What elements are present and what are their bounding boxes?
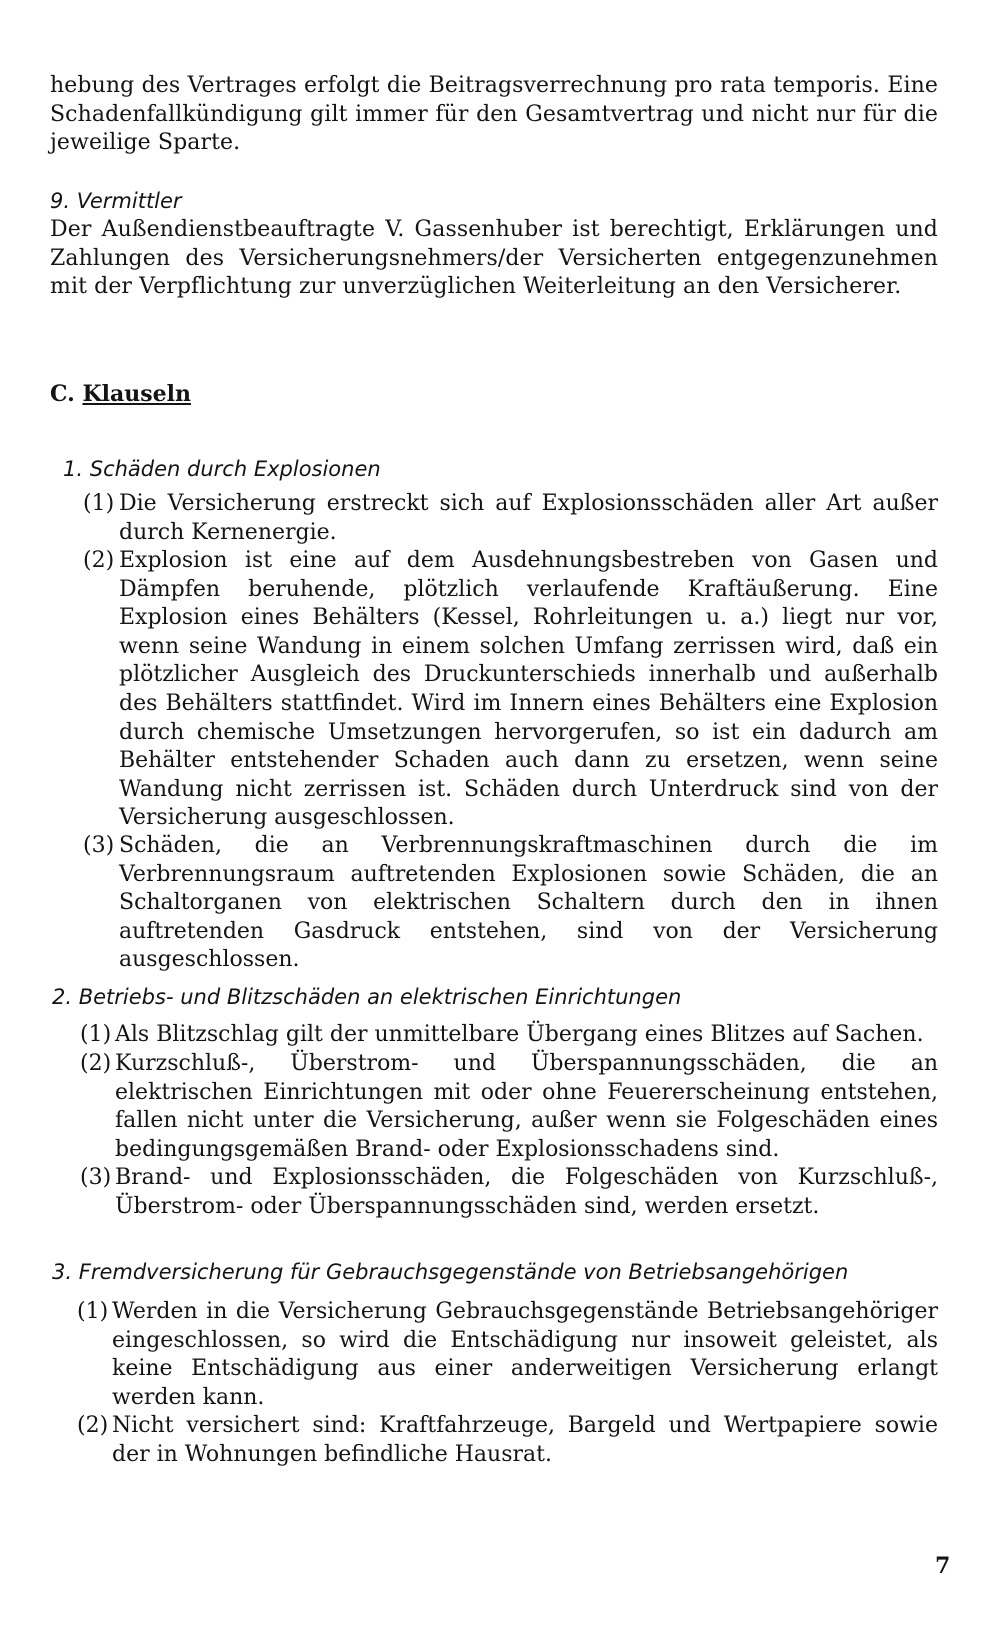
clause-1-number: 1.	[63, 457, 84, 481]
item-text: Kurzschluß-, Überstrom- und Überspannungsschäden, die an elektrischen Einrichtungen mit oder ohne Feuererscheinung entstehen, fallen nicht unter die Versicherung, außer wenn sie Folgeschäden eines bedingungsgemäßen Brand- oder Explosionsschadens sind.	[115, 1051, 938, 1162]
item-number: (1)	[80, 1022, 112, 1047]
item-number: (3)	[80, 1165, 112, 1190]
item-text: Brand- und Explosionsschäden, die Folgeschäden von Kurzschluß-, Überstrom- oder Überspannungsschäden sind, werden ersetzt.	[115, 1165, 938, 1219]
clause-2-number: 2.	[52, 985, 73, 1009]
clause-1-heading	[63, 455, 381, 483]
clause-1-title: Schäden durch Explosionen	[89, 457, 381, 481]
vermittler-paragraph: Der Außendienstbeauftragte V. Gassenhuber ist berechtigt, Erklärungen und Zahlungen des Versicherungsnehmers/der Versicherten entgegenzunehmen mit der Verpflichtung zur unverzüglichen Weiterleitung an den Versicherer.	[50, 217, 938, 299]
intro-paragraph: hebung des Vertrages erfolgt die Beitragsverrechnung pro rata temporis. Eine Schadenfallkündigung gilt immer für den Gesamtvertrag und nicht nur für die jeweilige Sparte.	[50, 73, 938, 155]
clause-3-number: 3.	[52, 1260, 73, 1284]
item-text: Als Blitzschlag gilt der unmittelbare Übergang eines Blitzes auf Sachen.	[115, 1022, 924, 1047]
klauseln-title: Klauseln	[82, 381, 191, 407]
clause-3-title: Fremdversicherung für Gebrauchsgegenstände von Betriebsangehörigen	[78, 1260, 849, 1284]
clause-3-heading	[52, 1258, 848, 1286]
vermittler-heading	[50, 187, 182, 215]
item-number: (2)	[77, 1413, 109, 1438]
item-number: (1)	[77, 1299, 109, 1324]
item-text: Nicht versichert sind: Kraftfahrzeuge, Bargeld und Wertpapiere sowie der in Wohnungen befindliche Hausrat.	[112, 1413, 938, 1467]
klauseln-letter: C.	[50, 381, 75, 407]
item-text: Die Versicherung erstreckt sich auf Explosionsschäden aller Art außer durch Kernenergie.	[119, 491, 938, 545]
clause-2-heading	[52, 983, 681, 1011]
item-text: Werden in die Versicherung Gebrauchsgegenstände Betriebsangehöriger eingeschlossen, so wird die Entschädigung nur insoweit geleistet, als keine Entschädigung aus einer anderweitigen Versicherung erlangt werden kann.	[112, 1299, 938, 1410]
item-number: (3)	[83, 833, 115, 858]
item-text: Explosion ist eine auf dem Ausdehnungsbestreben von Gasen und Dämpfen beruhende, plötzlich verlaufende Kraftäußerung. Eine Explosion eines Behälters (Kessel, Rohrleitungen u. a.) liegt nur vor, wenn seine Wandung in einem solchen Umfang zerrissen wird, daß ein plötzlicher Ausgleich des Druckunterschieds innerhalb und außerhalb des Behälters stattfindet. Wird im Innern eines Behälters eine Explosion durch chemische Umsetzungen hervorgerufen, so ist ein dadurch am Behälter entstehender Schaden auch dann zu ersetzen, wenn seine Wandung nicht zerrissen ist. Schäden durch Unterdruck sind von der Versicherung ausgeschlossen.	[119, 548, 938, 831]
item-number: (2)	[80, 1051, 112, 1076]
clause-2-title: Betriebs- und Blitzschäden an elektrischen Einrichtungen	[78, 985, 682, 1009]
vermittler-heading-title: Vermittler	[76, 189, 182, 213]
page-number: 7	[935, 1553, 951, 1579]
item-text: Schäden, die an Verbrennungskraftmaschinen durch die im Verbrennungsraum auftretenden Explosionen sowie Schäden, die an Schaltorganen von elektrischen Schaltern durch den in ihnen auftretenden Gasdruck entstehen, sind von der Versicherung ausgeschlossen.	[119, 833, 938, 973]
item-number: (2)	[83, 548, 115, 573]
vermittler-heading-number: 9.	[50, 189, 71, 213]
item-number: (1)	[83, 491, 115, 516]
klauseln-heading	[50, 380, 191, 408]
